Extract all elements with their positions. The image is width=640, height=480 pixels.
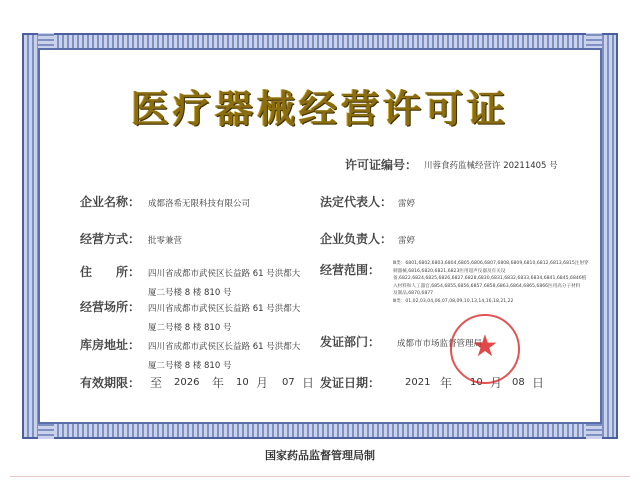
validity-label: 有效期限： [80, 376, 141, 390]
seal-star-icon: ★ [471, 329, 499, 364]
business-mode-label: 经营方式： [80, 232, 141, 246]
certificate-title: 医疗器械经营许可证 [130, 86, 509, 131]
issue-date-year: 2021 [405, 377, 431, 388]
company-name-value: 成都洛希无限科技有限公司 [148, 199, 251, 209]
validity-month: 10 [236, 377, 249, 388]
business-mode-value: 批零兼营 [148, 236, 183, 246]
validity-day-unit: 日 [302, 376, 315, 390]
residence-label: 住 所： [80, 265, 141, 279]
scope-line: Ⅲ类：6801,6802,6803,6804,6805,6806,6807,6808,6809,6810,6812,6813,6815注射穿 [393, 261, 589, 266]
scope-label: 经营范围： [320, 263, 381, 277]
warehouse-line1: 四川省成都市武侯区长益路 61 号洪都大 [148, 342, 301, 352]
official-seal [450, 314, 520, 384]
warehouse-label: 库房地址： [80, 338, 141, 352]
issue-date-day: 08 [512, 377, 525, 388]
issuer-value: 成都市市场监督管理局 [397, 339, 483, 349]
validity-year: 2026 [174, 377, 200, 388]
license-no-label: 许可证编号： [345, 158, 418, 172]
validity-prefix: 至 [150, 376, 163, 390]
issuer-label: 发证部门： [320, 335, 381, 349]
divider [10, 476, 630, 477]
scope-text [393, 260, 598, 305]
residence-line2: 厦二号楼 8 楼 810 号 [148, 288, 232, 298]
issue-date-month: 10 [470, 377, 483, 388]
validity-year-unit: 年 [212, 376, 225, 390]
scope-line: Ⅲ类：01,02,03,04,06,07,08,09,10,13,14,16,18,21,22 [393, 298, 514, 304]
legal-rep-value: 雷婷 [398, 199, 416, 209]
premises-line1: 四川省成都市武侯区长益路 61 号洪都大 [148, 304, 301, 314]
scope-line: 刺器械,6816,6820,6821,6823医用超声仪器及有关设 [393, 268, 506, 274]
issue-date-month-unit: 月 [490, 376, 503, 390]
warehouse-line2: 厦二号楼 8 楼 810 号 [148, 361, 232, 371]
scope-line: 及制品,6870,6877 [393, 291, 434, 296]
validity-day: 07 [282, 377, 295, 388]
premises-line2: 厦二号楼 8 楼 810 号 [148, 323, 232, 333]
person-in-charge-value: 雷婷 [398, 236, 416, 246]
issuing-authority-footer: 国家药品监督管理局制 [265, 449, 375, 462]
premises-label: 经营场所： [80, 300, 141, 314]
issue-date-label: 发证日期： [320, 376, 381, 390]
validity-month-unit: 月 [256, 376, 269, 390]
scope-line: 备,6822,6824,6825,6826,6827,6828,6830,6831,6832,6833,6834,6841,6845,6846植 [393, 276, 587, 281]
issue-date-day-unit: 日 [532, 376, 545, 390]
company-name-label: 企业名称： [80, 195, 141, 209]
license-no-value: 川蓉食药监械经营许 20211405 号 [424, 161, 558, 171]
residence-line1: 四川省成都市武侯区长益路 61 号洪都大 [148, 269, 301, 279]
issue-date-year-unit: 年 [440, 376, 453, 390]
legal-rep-label: 法定代表人： [320, 195, 393, 209]
scope-line: 入材料和人工器官,6854,6855,6856,6857,6858,6863,6864,6865,6866医用高分子材料 [393, 283, 581, 289]
person-in-charge-label: 企业负责人： [320, 232, 393, 246]
